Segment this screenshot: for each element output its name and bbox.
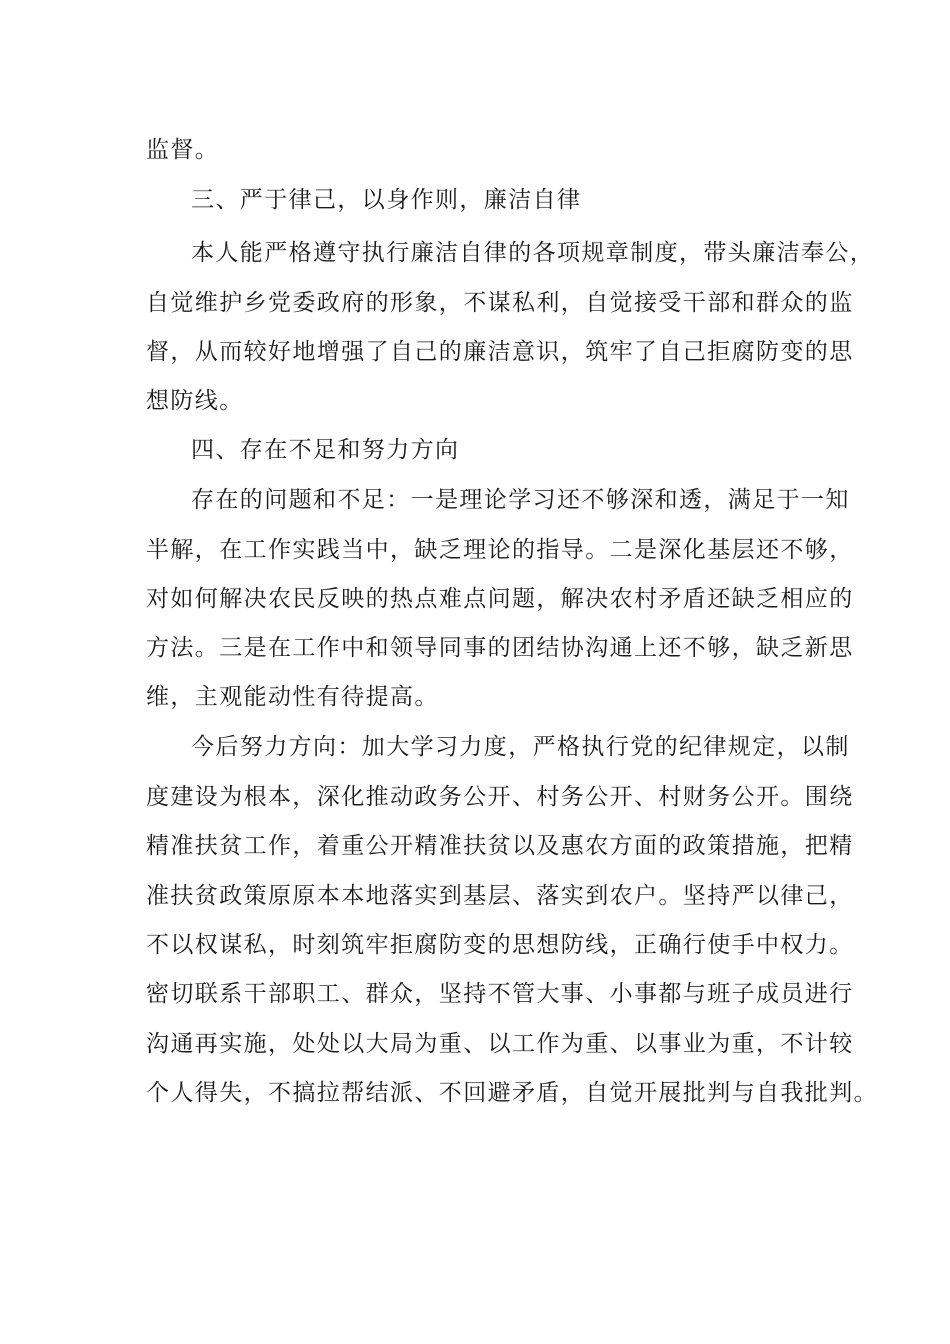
text-line: 精准扶贫工作，着重公开精准扶贫以及惠农方面的政策措施，把精	[146, 833, 854, 859]
text-line: 督，从而较好地增强了自己的廉洁意识，筑牢了自己拒腐防变的思	[146, 339, 854, 365]
text-line: 本人能严格遵守执行廉洁自律的各项规章制度，带头廉洁奉公，	[191, 240, 875, 266]
text-line: 对如何解决农民反映的热点难点问题，解决农村矛盾还缺乏相应的	[146, 586, 854, 612]
section-heading: 三、严于律己，以身作则，廉洁自律	[191, 187, 582, 213]
section-heading: 四、存在不足和努力方向	[191, 437, 460, 463]
text-line: 沟通再实施，处处以大局为重、以工作为重、以事业为重，不计较	[146, 1031, 854, 1057]
text-line: 密切联系干部职工、群众，坚持不管大事、小事都与班子成员进行	[146, 981, 854, 1007]
text-line: 方法。三是在工作中和领导同事的团结协沟通上还不够，缺乏新思	[146, 635, 854, 661]
text-line: 维，主观能动性有待提高。	[146, 684, 439, 710]
text-line: 监督。	[146, 137, 220, 163]
text-line: 个人得失，不搞拉帮结派、不回避矛盾，自觉开展批判与自我批判。	[146, 1080, 878, 1106]
text-line: 度建设为根本，深化推动政务公开、村务公开、村财务公开。围绕	[146, 784, 854, 810]
text-line: 想防线。	[146, 388, 244, 414]
text-line: 存在的问题和不足：一是理论学习还不够深和透，满足于一知	[191, 487, 850, 513]
text-line: 半解，在工作实践当中，缺乏理论的指导。二是深化基层还不够，	[146, 537, 854, 563]
text-line: 今后努力方向：加大学习力度，严格执行党的纪律规定，以制	[191, 734, 850, 760]
text-line: 不以权谋私，时刻筑牢拒腐防变的思想防线，正确行使手中权力。	[146, 932, 854, 958]
text-line: 自觉维护乡党委政府的形象，不谋私利，自觉接受干部和群众的监	[146, 290, 854, 316]
text-line: 准扶贫政策原原本本地落实到基层、落实到农户。坚持严以律己，	[146, 883, 854, 909]
